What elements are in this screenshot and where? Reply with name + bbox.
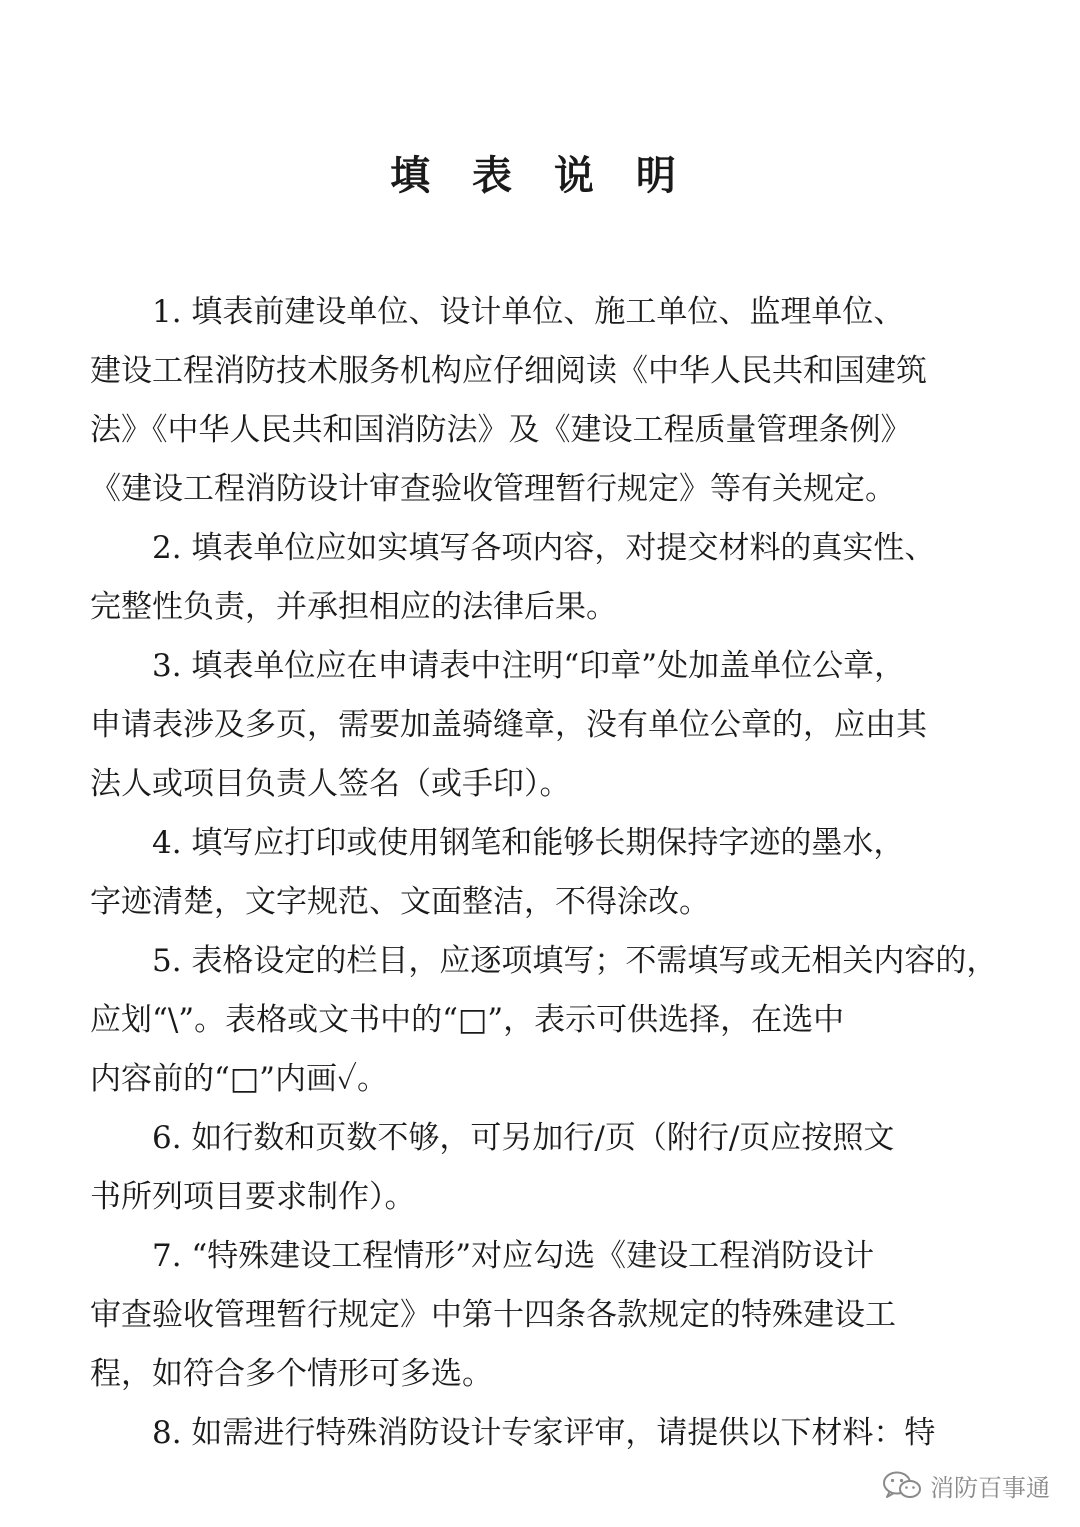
- paragraph-line: 7. “特殊建设工程情形”对应勾选《建设工程消防设计: [152, 1238, 875, 1274]
- paragraph-line: 书所列项目要求制作）。: [90, 1179, 416, 1215]
- paragraph-2: [90, 519, 990, 637]
- paragraph-line: 3. 填表单位应在申请表中注明“印章”处加盖单位公章，: [152, 648, 906, 684]
- paragraph-line: 2. 填表单位应如实填写各项内容，对提交材料的真实性、: [152, 530, 936, 566]
- paragraph-8: [90, 1404, 990, 1463]
- page-title: 填 表 说 明: [390, 153, 690, 199]
- paragraph-line: 1. 填表前建设单位、设计单位、施工单位、监理单位、: [152, 294, 905, 330]
- paragraph-line: 法人或项目负责人签名（或手印）。: [90, 766, 571, 802]
- paragraph-3: [90, 637, 990, 814]
- paragraph-4: [90, 814, 990, 932]
- watermark: [882, 1468, 1050, 1503]
- paragraph-line: 8. 如需进行特殊消防设计专家评审，请提供以下材料：特: [152, 1415, 936, 1451]
- paragraph-line: 审查验收管理暂行规定》中第十四条各款规定的特殊建设工: [90, 1297, 896, 1333]
- paragraph-line: 申请表涉及多页，需要加盖骑缝章，没有单位公章的，应由其: [90, 707, 927, 743]
- paragraph-line: 程，如符合多个情形可多选。: [90, 1356, 493, 1392]
- paragraph-line: 6. 如行数和页数不够，可另加行/页（附行/页应按照文: [152, 1120, 895, 1156]
- paragraph-7: [90, 1227, 990, 1404]
- paragraph-line: 应划“\”。表格或文书中的“□”，表示可供选择，在选中: [90, 1002, 845, 1038]
- paragraph-line: 字迹清楚，文字规范、文面整洁，不得涂改。: [90, 884, 710, 920]
- paragraph-line: 4. 填写应打印或使用钢笔和能够长期保持字迹的墨水，: [152, 825, 905, 861]
- paragraph-line: 《建设工程消防设计审查验收管理暂行规定》等有关规定。: [90, 471, 896, 507]
- wechat-icon: [882, 1470, 922, 1502]
- paragraph-line: 建设工程消防技术服务机构应仔细阅读《中华人民共和国建筑: [90, 353, 927, 389]
- paragraph-line: 完整性负责，并承担相应的法律后果。: [90, 589, 617, 625]
- paragraph-line: 内容前的“□”内画✓。: [90, 1061, 388, 1097]
- paragraph-line: 5. 表格设定的栏目，应逐项填写；不需填写或无相关内容的，: [152, 943, 998, 979]
- paragraph-5: [90, 932, 998, 1109]
- paragraph-1: [90, 283, 990, 519]
- paragraph-line: 法》《中华人民共和国消防法》及《建设工程质量管理条例》: [90, 412, 912, 448]
- watermark-text: 消防百事通: [930, 1474, 1050, 1502]
- paragraph-6: [90, 1109, 990, 1227]
